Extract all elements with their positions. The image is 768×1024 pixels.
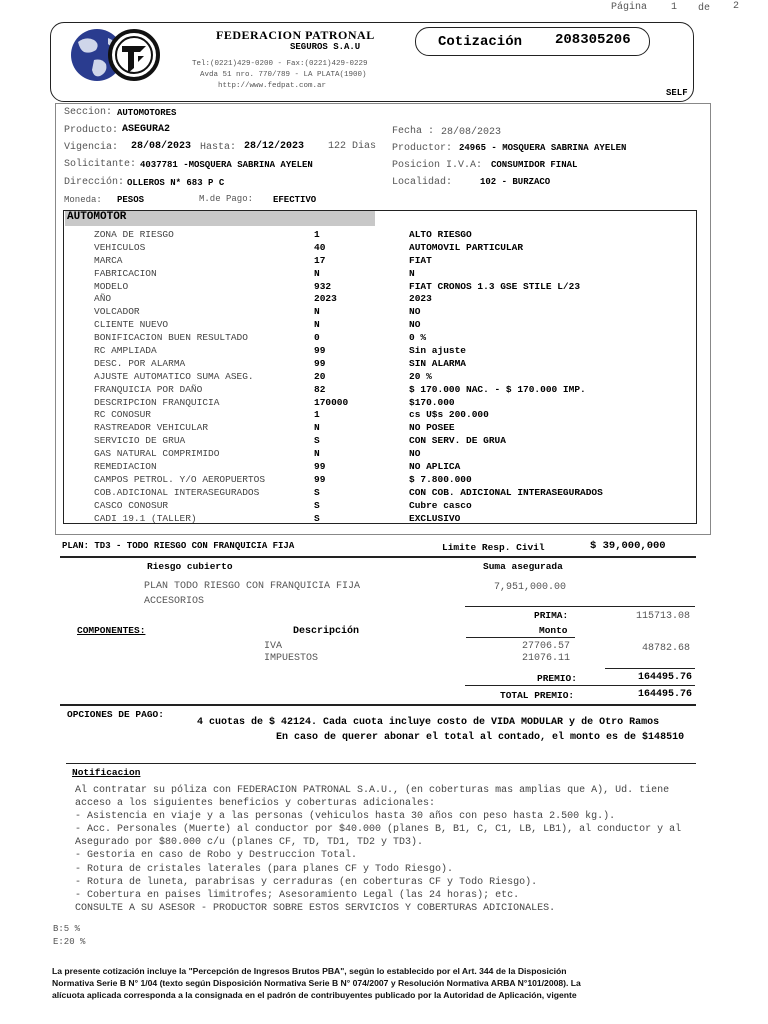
automotor-row-code: 99 <box>314 461 326 473</box>
suma-label: Suma asegurada <box>483 561 563 572</box>
automotor-row-concept: CLIENTE NUEVO <box>94 319 169 331</box>
automotor-row-concept: RASTREADOR VEHICULAR <box>94 422 209 434</box>
notificacion-divider <box>66 763 696 764</box>
prima-value: 115713.08 <box>636 611 691 622</box>
automotor-table <box>66 229 696 525</box>
total-premio-value: 164495.76 <box>638 689 693 700</box>
notificacion-line: - Gestoria en caso de Robo y Destruccion Total. <box>75 850 358 862</box>
quote-box <box>415 27 650 56</box>
footer-line: La presente cotización incluye la "Percepción de Ingresos Brutos PBA", según lo establecido por el Art. 344 de la Disposición <box>52 966 567 976</box>
iva-label: Posicion I.V.A: <box>392 160 483 171</box>
automotor-row-concept: REMEDIACION <box>94 461 157 473</box>
automotor-row-description: FIAT CRONOS 1.3 GSE STILE L/23 <box>409 280 581 292</box>
producto-value: ASEGURA2 <box>122 124 171 135</box>
company-name: FEDERACION PATRONAL <box>216 28 375 42</box>
page-label: Página <box>611 2 648 13</box>
producto-label: Producto: <box>64 125 119 136</box>
automotor-row <box>66 500 696 513</box>
automotor-title: AUTOMOTOR <box>65 211 375 226</box>
code-e: E:20 % <box>53 937 86 947</box>
automotor-row-code: 0 <box>314 332 320 344</box>
opciones-line-1: 4 cuotas de $ 42124. Cada cuota incluye costo de VIDA MODULAR y de Otro Ramos <box>197 717 660 728</box>
riesgo-label: Riesgo cubierto <box>147 561 233 572</box>
automotor-row <box>66 461 696 474</box>
premio-label: PREMIO: <box>537 673 577 684</box>
automotor-row-code: N <box>314 448 320 460</box>
productor-label: Productor: <box>392 143 453 154</box>
automotor-row <box>66 281 696 294</box>
moneda-value: PESOS <box>117 195 145 205</box>
hasta-value: 28/12/2023 <box>244 141 305 152</box>
localidad-value: 102 - BURZACO <box>480 177 551 187</box>
company-logo <box>64 24 162 86</box>
page-de: de <box>698 3 711 14</box>
impuestos-label: IMPUESTOS <box>264 653 319 664</box>
plan-item-1-value: 7,951,000.00 <box>494 582 567 593</box>
notificacion-line: Asegurado por $80.000 c/u (planes CF, TD, TD1, TD2 y TD3). <box>75 837 424 849</box>
quote-label: Cotización <box>438 34 523 50</box>
opciones-line-2: En caso de querer abonar el total al contado, el monto es de $148510 <box>276 732 685 743</box>
automotor-row-description: NO <box>409 319 421 331</box>
automotor-row-description: CON COB. ADICIONAL INTERASEGURADOS <box>409 486 603 498</box>
premio-value: 164495.76 <box>638 672 693 683</box>
automotor-row-description: $ 7.800.000 <box>409 473 472 485</box>
automotor-row-code: N <box>314 306 320 318</box>
automotor-row <box>66 474 696 487</box>
notificacion-line: - Rotura de luneta, parabrisas y cerraduras (en coberturas CF y Todo Riesgo). <box>75 876 538 888</box>
iva-value: CONSUMIDOR FINAL <box>491 160 578 170</box>
page-current: 1 <box>671 2 678 13</box>
automotor-row-concept: MARCA <box>94 254 123 266</box>
notificacion-line: CONSULTE A SU ASESOR - PRODUCTOR SOBRE ESTOS SERVICIOS Y COBERTURAS ADICIONALES. <box>75 902 556 914</box>
prima-label: PRIMA: <box>534 610 569 621</box>
premio-bottom-divider <box>60 704 696 706</box>
automotor-row-description: NO <box>409 306 421 318</box>
vigencia-value: 28/08/2023 <box>131 141 192 152</box>
automotor-row-code: 20 <box>314 370 326 382</box>
automotor-row-code: 82 <box>314 383 326 395</box>
automotor-row-description: ALTO RIESGO <box>409 229 472 240</box>
automotor-row <box>66 513 696 526</box>
automotor-row-code: 932 <box>314 280 332 292</box>
automotor-row-concept: VOLCADOR <box>94 306 140 318</box>
automotor-row-description: $170.000 <box>409 396 455 408</box>
automotor-row-description: SIN ALARMA <box>409 357 467 369</box>
automotor-row <box>66 268 696 281</box>
automotor-row-description: NO POSEE <box>409 422 455 434</box>
iva-component-label: IVA <box>264 641 283 652</box>
automotor-row-description: NO <box>409 448 421 460</box>
impuestos-value: 21076.11 <box>522 653 571 664</box>
automotor-row-code: 1 <box>314 229 320 240</box>
pago-value: EFECTIVO <box>273 195 317 205</box>
automotor-row-description: 0 % <box>409 332 427 344</box>
components-total: 48782.68 <box>642 643 691 654</box>
self-label: SELF <box>666 88 688 98</box>
footer-legal-text <box>52 965 722 1001</box>
automotor-row-concept: MODELO <box>94 280 129 292</box>
direccion-label: Dirección: <box>64 177 125 188</box>
plan-name: PLAN: TD3 - TODO RIESGO CON FRANQUICIA FIJA <box>62 541 295 551</box>
automotor-row <box>66 384 696 397</box>
automotor-row <box>66 409 696 422</box>
automotor-row-concept: RC CONOSUR <box>94 409 152 421</box>
automotor-row-code: S <box>314 435 320 447</box>
plan-divider <box>60 556 696 558</box>
footer-line: Normativa Serie B N° 1/04 (texto según Disposición Normativa Serie B N° 074/2007 y Resolución Normativa ARBA N°101/2008). La <box>52 978 581 988</box>
notificacion-line: - Acc. Personales (Muerte) al conductor por $40.000 (planes B, B1, C, C1, LB, LB1), al conductor y al <box>75 824 682 836</box>
company-tel: Tel:(0221)429-0200 - Fax:(0221)429-0229 <box>192 60 368 68</box>
limite-value: $ 39,000,000 <box>590 540 666 552</box>
automotor-row <box>66 255 696 268</box>
automotor-row-concept: CAMPOS PETROL. Y/O AEROPUERTOS <box>94 473 266 485</box>
monto-label: Monto <box>539 625 568 636</box>
direccion-value: OLLEROS N* 683 P C <box>127 178 225 188</box>
company-sub: SEGUROS S.A.U <box>290 42 361 52</box>
automotor-row-concept: FRANQUICIA POR DAÑO <box>94 383 203 395</box>
notificacion-line: - Asistencia en viaje y a las personas (vehiculos hasta 30 años con peso hasta 2.500 kg.). <box>75 811 616 823</box>
notificacion-line: acceso a los siguientes beneficios y coberturas adicionales: <box>75 798 436 810</box>
notificacion-line: - Rotura de cristales laterales (para planes CF y Todo Riesgo). <box>75 863 454 875</box>
automotor-row-description: EXCLUSIVO <box>409 512 461 524</box>
componentes-label: COMPONENTES: <box>77 625 146 636</box>
automotor-row <box>66 293 696 306</box>
automotor-row-concept: CADI 19.1 (TALLER) <box>94 512 197 524</box>
automotor-row-code: 170000 <box>314 396 349 408</box>
quote-number: 208305206 <box>555 32 631 48</box>
automotor-row <box>66 487 696 500</box>
dias-value: 122 Dias <box>328 141 377 152</box>
descripcion-label: Descripción <box>293 626 360 637</box>
automotor-row-description: CON SERV. DE GRUA <box>409 435 506 447</box>
automotor-row-description: cs U$s 200.000 <box>409 409 489 421</box>
automotor-row-concept: DESCRIPCION FRANQUICIA <box>94 396 220 408</box>
automotor-row <box>66 448 696 461</box>
automotor-row <box>66 345 696 358</box>
automotor-row <box>66 319 696 332</box>
plan-item-2: ACCESORIOS <box>144 596 205 607</box>
automotor-row-concept: VEHICULOS <box>94 241 146 253</box>
hasta-label: Hasta: <box>200 142 237 153</box>
automotor-row-code: N <box>314 319 320 331</box>
opciones-label: OPCIONES DE PAGO: <box>67 709 164 720</box>
automotor-row-concept: DESC. POR ALARMA <box>94 357 186 369</box>
automotor-row-concept: SERVICIO DE GRUA <box>94 435 186 447</box>
plan-item-1: PLAN TODO RIESGO CON FRANQUICIA FIJA <box>144 581 361 592</box>
automotor-row-code: 17 <box>314 254 326 266</box>
automotor-row-concept: GAS NATURAL COMPRIMIDO <box>94 448 220 460</box>
prima-divider <box>465 606 695 607</box>
monto-divider <box>466 637 575 638</box>
automotor-row-code: N <box>314 267 320 279</box>
fecha-value: 28/08/2023 <box>441 127 502 138</box>
automotor-row-code: S <box>314 486 320 498</box>
automotor-row <box>66 306 696 319</box>
total-divider <box>465 685 695 686</box>
company-website[interactable]: http://www.fedpat.com.ar <box>218 82 327 90</box>
automotor-row-description: 20 % <box>409 370 432 382</box>
automotor-row-concept: CASCO CONOSUR <box>94 499 169 511</box>
notificacion-title: Notificacion <box>72 767 141 778</box>
automotor-row <box>66 242 696 255</box>
automotor-row-description: Cubre casco <box>409 499 472 511</box>
pago-label: M.de Pago: <box>199 194 254 204</box>
code-b: B:5 % <box>53 924 81 934</box>
automotor-row-concept: COB.ADICIONAL INTERASEGURADOS <box>94 486 260 498</box>
notificacion-line: Al contratar su póliza con FEDERACION PATRONAL S.A.U., (en coberturas mas amplias que A), Ud. tiene <box>75 785 670 796</box>
premio-divider <box>605 668 695 669</box>
total-premio-label: TOTAL PREMIO: <box>500 690 575 701</box>
automotor-row-code: 2023 <box>314 293 337 305</box>
automotor-row <box>66 358 696 371</box>
automotor-row-code: 99 <box>314 345 326 357</box>
automotor-row-concept: RC AMPLIADA <box>94 345 157 357</box>
automotor-row <box>66 371 696 384</box>
automotor-row-concept: AÑO <box>94 293 112 305</box>
page-total: 2 <box>733 1 740 12</box>
vigencia-label: Vigencia: <box>64 142 119 153</box>
limite-label: Limite Resp. Civil <box>442 542 545 553</box>
notificacion-line: - Cobertura en paises limitrofes; Asesoramiento Legal (las 24 horas); etc. <box>75 889 520 901</box>
automotor-row-description: FIAT <box>409 254 432 266</box>
automotor-row <box>66 332 696 345</box>
automotor-row-description: $ 170.000 NAC. - $ 170.000 IMP. <box>409 383 586 395</box>
automotor-row-code: N <box>314 422 320 434</box>
automotor-row <box>66 422 696 435</box>
automotor-row-concept: FABRICACION <box>94 267 157 279</box>
localidad-label: Localidad: <box>392 177 453 188</box>
solicitante-value: 4037781 -MOSQUERA SABRINA AYELEN <box>140 160 313 170</box>
globe-logo-icon <box>64 24 162 86</box>
automotor-row-code: S <box>314 512 320 524</box>
automotor-row-description: Sin ajuste <box>409 345 467 357</box>
notificacion-body <box>75 784 715 915</box>
automotor-row <box>66 435 696 448</box>
company-address: Avda 51 nro. 770/789 - LA PLATA(1900) <box>200 71 367 79</box>
automotor-row-code: 1 <box>314 409 320 421</box>
automotor-row-description: AUTOMOVIL PARTICULAR <box>409 241 524 253</box>
footer-line: alícuota aplicada corresponda a la consignada en el padrón de contribuyentes publicado por la Autoridad de Aplicación, vigente <box>52 990 577 1000</box>
seccion-value: AUTOMOTORES <box>117 108 177 118</box>
automotor-row <box>66 397 696 410</box>
automotor-row-concept: BONIFICACION BUEN RESULTADO <box>94 332 248 344</box>
automotor-row-description: NO APLICA <box>409 461 461 473</box>
automotor-row-code: S <box>314 499 320 511</box>
automotor-row-concept: AJUSTE AUTOMATICO SUMA ASEG. <box>94 370 254 382</box>
automotor-row-code: 99 <box>314 357 326 369</box>
automotor-row-concept: ZONA DE RIESGO <box>94 229 174 240</box>
automotor-row-code: 40 <box>314 241 326 253</box>
productor-value: 24965 - MOSQUERA SABRINA AYELEN <box>459 143 627 153</box>
moneda-label: Moneda: <box>64 195 102 205</box>
seccion-label: Seccion: <box>64 107 113 118</box>
automotor-row-description: 2023 <box>409 293 432 305</box>
automotor-row-code: 99 <box>314 473 326 485</box>
fecha-label: Fecha : <box>392 126 435 137</box>
iva-component-value: 27706.57 <box>522 641 571 652</box>
automotor-row-description: N <box>409 267 415 279</box>
automotor-row <box>66 229 696 242</box>
solicitante-label: Solicitante: <box>64 159 137 170</box>
